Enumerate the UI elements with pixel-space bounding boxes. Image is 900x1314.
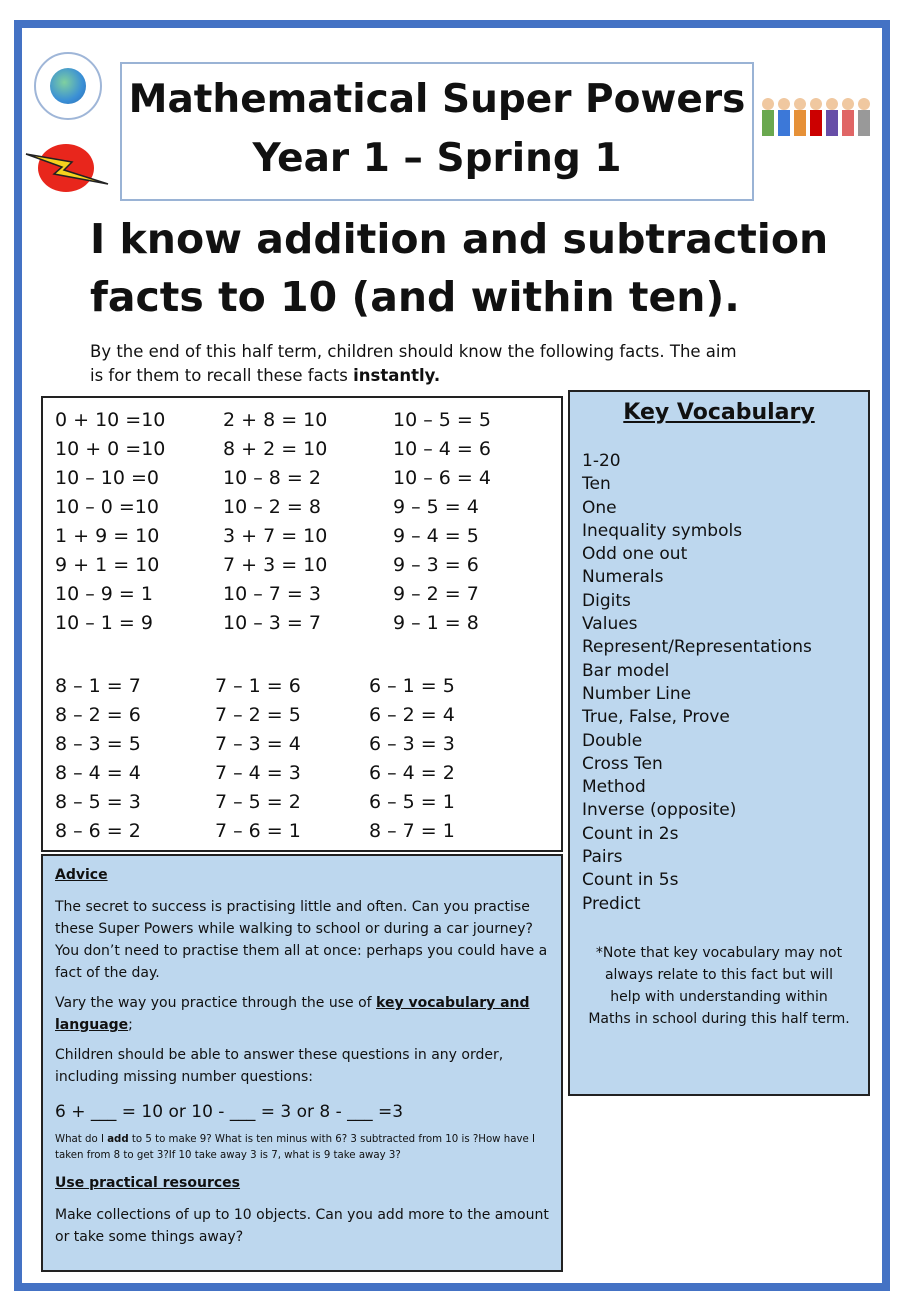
fact-item: 9 – 1 = 8: [393, 612, 479, 634]
advice-p2-suffix: ;: [128, 1017, 133, 1033]
title-box: [120, 62, 754, 201]
key-vocabulary-box: [568, 390, 870, 1096]
vocab-item: Predict: [582, 893, 641, 914]
facts-column-4: [55, 672, 141, 846]
practical-resources-text: Make collections of up to 10 objects. Can you add more to the amount or take some things away?: [55, 1207, 549, 1245]
intro-line-1: By the end of this half term, children should know the following facts. The aim: [90, 342, 737, 361]
vocab-item: Number Line: [582, 683, 692, 704]
fact-item: 8 – 2 = 6: [55, 704, 141, 726]
fact-item: 7 + 3 = 10: [223, 554, 328, 576]
missing-number-equation: 6 + ___ = 10 or 10 - ___ = 3 or 8 - ___ =3: [55, 1102, 404, 1122]
fact-item: 10 – 5 = 5: [393, 409, 491, 431]
question-text: What do I: [55, 1134, 108, 1145]
fact-item: 10 – 10 =0: [55, 467, 159, 489]
fact-item: 6 – 2 = 4: [369, 704, 455, 726]
fact-item: 8 – 5 = 3: [55, 791, 141, 813]
fact-item: 8 – 3 = 5: [55, 733, 141, 755]
add-bold: add: [107, 1134, 129, 1145]
fact-item: 6 – 3 = 3: [369, 733, 455, 755]
fact-item: 1 + 9 = 10: [55, 525, 160, 547]
heading-line-2: facts to 10 (and within ten).: [90, 273, 740, 321]
fact-item: 10 – 2 = 8: [223, 496, 321, 518]
key-vocabulary-link: key vocabulary and language: [55, 995, 530, 1033]
fact-item: 10 – 7 = 3: [223, 583, 321, 605]
vocab-item: Inverse (opposite): [582, 800, 737, 821]
fact-item: 8 + 2 = 10: [223, 438, 328, 460]
vocab-item: Represent/Representations: [582, 637, 812, 658]
fact-item: 10 – 1 = 9: [55, 612, 153, 634]
intro-bold: instantly.: [353, 366, 441, 385]
fact-item: 7 – 2 = 5: [215, 704, 301, 726]
fact-item: 10 – 9 = 1: [55, 583, 153, 605]
fact-item: 8 – 4 = 4: [55, 762, 141, 784]
title-line-2: Year 1 – Spring 1: [252, 136, 622, 181]
fact-item: 10 – 4 = 6: [393, 438, 491, 460]
intro-text: [90, 340, 810, 388]
fact-item: 9 + 1 = 10: [55, 554, 160, 576]
vocab-item: Count in 2s: [582, 823, 679, 844]
advice-paragraph-3: Children should be able to answer these questions in any order, including missing number questions:: [55, 1047, 504, 1085]
page-heading: [90, 210, 850, 326]
fact-item: 10 – 3 = 7: [223, 612, 321, 634]
fact-item: 10 – 6 = 4: [393, 467, 491, 489]
fact-item: 7 – 1 = 6: [215, 675, 301, 697]
fact-item: 6 – 1 = 5: [369, 675, 455, 697]
advice-paragraph-2: [55, 992, 549, 1036]
vocab-note: *Note that key vocabulary may not always relate to this fact but will help with understanding within Maths in school during this half term.: [588, 945, 850, 1027]
vocab-item: 1-20: [582, 451, 621, 471]
vocab-list: [582, 450, 812, 916]
fact-item: 7 – 4 = 3: [215, 762, 301, 784]
fact-item: 9 – 3 = 6: [393, 554, 479, 576]
fact-item: 10 – 0 =10: [55, 496, 159, 518]
intro-line-2-text: is for them to recall these facts: [90, 366, 354, 385]
advice-paragraph-1: The secret to success is practising little and often. Can you practise these Super Powers while walking to school or during a car journey? You don’t need to practise them all at once: perhaps you could have a fact of the day.: [55, 899, 548, 981]
vocab-item: Pairs: [582, 847, 623, 868]
fact-item: 10 – 8 = 2: [223, 467, 321, 489]
facts-column-3: [393, 406, 491, 638]
vocab-item: Digits: [582, 590, 631, 611]
vocab-item: Cross Ten: [582, 753, 663, 774]
fact-item: 2 + 8 = 10: [223, 409, 328, 431]
facts-column-2: [223, 406, 327, 638]
facts-column-5: [215, 672, 301, 846]
title-line-1: Mathematical Super Powers: [128, 77, 746, 122]
fact-item: 0 + 10 =10: [55, 409, 166, 431]
fact-item: 9 – 5 = 4: [393, 496, 479, 518]
advice-title: Advice: [55, 867, 108, 883]
vocab-item: Ten: [582, 474, 611, 495]
facts-table: [41, 396, 563, 852]
vocab-item: Count in 5s: [582, 870, 679, 891]
fact-item: 8 – 6 = 2: [55, 820, 141, 842]
fact-item: 6 – 4 = 2: [369, 762, 455, 784]
fact-item: 8 – 1 = 7: [55, 675, 141, 697]
fact-item: 10 + 0 =10: [55, 438, 166, 460]
vocab-item: Double: [582, 730, 643, 751]
vocab-item: Numerals: [582, 567, 664, 588]
vocab-item: Inequality symbols: [582, 520, 743, 541]
vocab-item: Method: [582, 777, 646, 798]
advice-box: [41, 854, 563, 1272]
vocab-item: One: [582, 497, 617, 518]
fact-item: 7 – 6 = 1: [215, 820, 301, 842]
fact-item: 7 – 3 = 4: [215, 733, 301, 755]
lightning-bolt-icon: [24, 140, 110, 196]
fact-item: 9 – 2 = 7: [393, 583, 479, 605]
question-text-rest: to 5 to make 9? What is ten minus with 6? 3 subtracted from 10 is ?How have I taken from 8 to get 3?If 10 take away 3 is 7, what is 9 take away 3?: [55, 1134, 535, 1161]
vocab-item: Values: [582, 614, 638, 635]
practical-resources-title: Use practical resources: [55, 1175, 241, 1191]
vocab-item: Odd one out: [582, 544, 688, 565]
vocab-title: Key Vocabulary: [623, 400, 815, 425]
fact-item: 6 – 5 = 1: [369, 791, 455, 813]
facts-column-6: [369, 672, 455, 846]
facts-column-1: [55, 406, 165, 638]
heading-line-1: I know addition and subtraction: [90, 215, 829, 263]
superheroes-icon: [758, 92, 874, 142]
question-examples: [55, 1132, 549, 1164]
fact-item: 9 – 4 = 5: [393, 525, 479, 547]
vocab-item: True, False, Prove: [582, 707, 730, 728]
school-badge-icon: [34, 52, 102, 120]
advice-p2-text: Vary the way you practice through the use of: [55, 995, 377, 1011]
fact-item: 8 – 7 = 1: [369, 820, 455, 842]
intro-line-2: [90, 364, 810, 388]
fact-item: 7 – 5 = 2: [215, 791, 301, 813]
fact-item: 3 + 7 = 10: [223, 525, 328, 547]
vocab-item: Bar model: [582, 660, 670, 681]
